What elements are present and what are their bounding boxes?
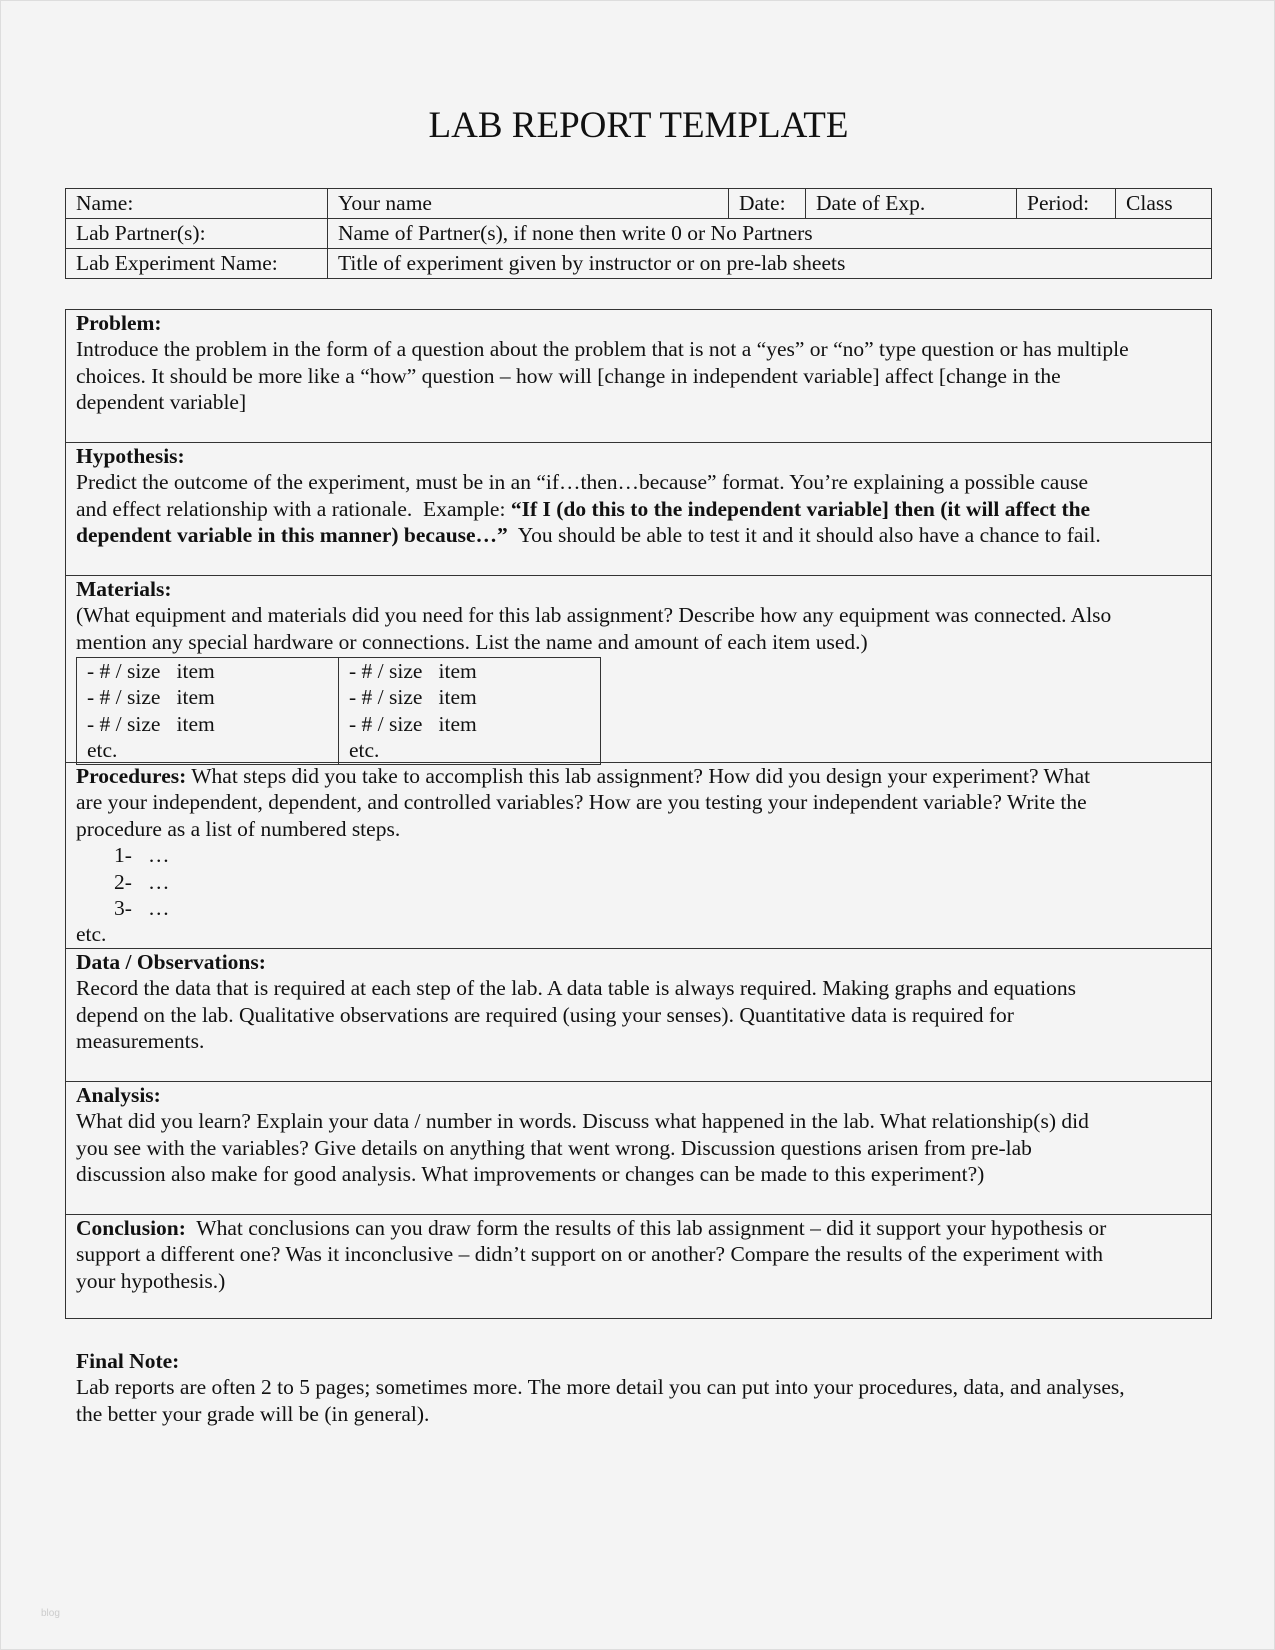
name-value: Your name (328, 189, 729, 219)
section-heading: Analysis: (76, 1083, 161, 1107)
text-line (76, 1215, 1201, 1241)
section-heading: Procedures: (76, 764, 187, 788)
text-line: you see with the variables? Give details on anything that went wrong. Discussion questions arisen from pre-lab (76, 1135, 1032, 1160)
date-label: Date: (729, 189, 806, 219)
section-materials (66, 575, 1211, 763)
list-item: - # / size item (87, 685, 215, 710)
section-problem (66, 310, 1211, 416)
text-line: What did you learn? Explain your data / number in words. Discuss what happened in the lab. What relationship(s) did (76, 1109, 1089, 1134)
table-row (66, 219, 1212, 249)
text-line (76, 763, 1201, 789)
text-line: Predict the outcome of the experiment, must be in an “if…then…because” format. You’re explaining a possible cause (76, 470, 1088, 495)
list-item: - # / size item (87, 711, 215, 736)
text-line (76, 522, 1201, 548)
period-label: Period: (1017, 189, 1116, 219)
section-data-observations (66, 948, 1211, 1055)
procedure-step: 1- … (114, 843, 170, 868)
text-line: choices. It should be more like a “how” question – how will [change in independent variable] affect [change in the (76, 363, 1061, 388)
name-label: Name: (66, 189, 328, 219)
table-row (66, 189, 1212, 219)
watermark: blog (41, 1608, 60, 1619)
period-value: Class (1116, 189, 1212, 219)
example-text: “If I (do this to the independent variable] then (it will affect the (510, 496, 1091, 521)
section-hypothesis (66, 442, 1211, 549)
text-line: Introduce the problem in the form of a question about the problem that is not a “yes” or “no” type question or has multiple (76, 337, 1129, 362)
final-note (76, 1348, 1216, 1427)
text-line: mention any special hardware or connections. List the name and amount of each item used.) (76, 629, 868, 654)
procedure-step: 2- … (114, 869, 170, 894)
date-value: Date of Exp. (806, 189, 1017, 219)
text-line: dependent variable] (76, 390, 247, 415)
materials-col-left (77, 658, 339, 765)
section-procedures (66, 762, 1211, 948)
text: What steps did you take to accomplish this lab assignment? How did you design your experiment? What (186, 764, 1091, 788)
text-line: Lab reports are often 2 to 5 pages; sometimes more. The more detail you can put into your procedures, data, and analyses, (76, 1375, 1125, 1400)
text: What conclusions can you draw form the results of this lab assignment – did it support your hypothesis or (185, 1216, 1107, 1240)
report-sections-box (65, 309, 1212, 1319)
list-item: etc. (349, 738, 380, 763)
partner-value: Name of Partner(s), if none then write 0 or No Partners (328, 219, 1212, 249)
text-line: measurements. (76, 1029, 205, 1054)
text-line: discussion also make for good analysis. What improvements or changes can be made to this experiment?) (76, 1162, 985, 1187)
text-line (76, 496, 1201, 522)
section-heading: Materials: (76, 577, 172, 601)
text-line: are your independent, dependent, and controlled variables? How are you testing your independent variable? Write the (76, 790, 1087, 815)
page-title: LAB REPORT TEMPLATE (428, 105, 849, 146)
materials-table (76, 657, 601, 765)
section-heading: Final Note: (76, 1349, 180, 1373)
section-heading: Problem: (76, 311, 162, 335)
procedure-step: 3- … (114, 896, 170, 921)
section-analysis (66, 1081, 1211, 1188)
text-line: support a different one? Was it inconclusive – didn’t support on or another? Compare the results of the experiment with (76, 1242, 1104, 1267)
text-line: your hypothesis.) (76, 1268, 226, 1293)
list-item: - # / size item (349, 685, 477, 710)
text: and effect relationship with a rationale. Example: (76, 496, 511, 521)
text-line: etc. (76, 922, 107, 947)
example-text: dependent variable in this manner) because…” (76, 523, 508, 548)
list-item: - # / size item (349, 711, 477, 736)
text-line: procedure as a list of numbered steps. (76, 816, 401, 841)
section-heading: Hypothesis: (76, 444, 185, 468)
section-heading: Conclusion: (76, 1216, 186, 1240)
section-conclusion (66, 1214, 1211, 1294)
list-item: - # / size item (87, 659, 215, 683)
section-heading: Data / Observations: (76, 950, 266, 974)
text: You should be able to test it and it should also have a chance to fail. (507, 523, 1101, 548)
materials-col-right (339, 658, 601, 765)
experiment-label: Lab Experiment Name: (66, 249, 328, 279)
list-item: etc. (87, 738, 118, 763)
list-item: - # / size item (349, 659, 477, 683)
table-row (66, 249, 1212, 279)
text-line: the better your grade will be (in general). (76, 1401, 430, 1426)
partner-label: Lab Partner(s): (66, 219, 328, 249)
experiment-value: Title of experiment given by instructor or on pre-lab sheets (328, 249, 1212, 279)
text-line: depend on the lab. Qualitative observations are required (using your senses). Quantitative data is required for (76, 1002, 1014, 1027)
text-line: (What equipment and materials did you need for this lab assignment? Describe how any equipment was connected. Also (76, 603, 1112, 628)
text-line: Record the data that is required at each step of the lab. A data table is always required. Making graphs and equations (76, 976, 1077, 1001)
header-table (65, 188, 1212, 279)
